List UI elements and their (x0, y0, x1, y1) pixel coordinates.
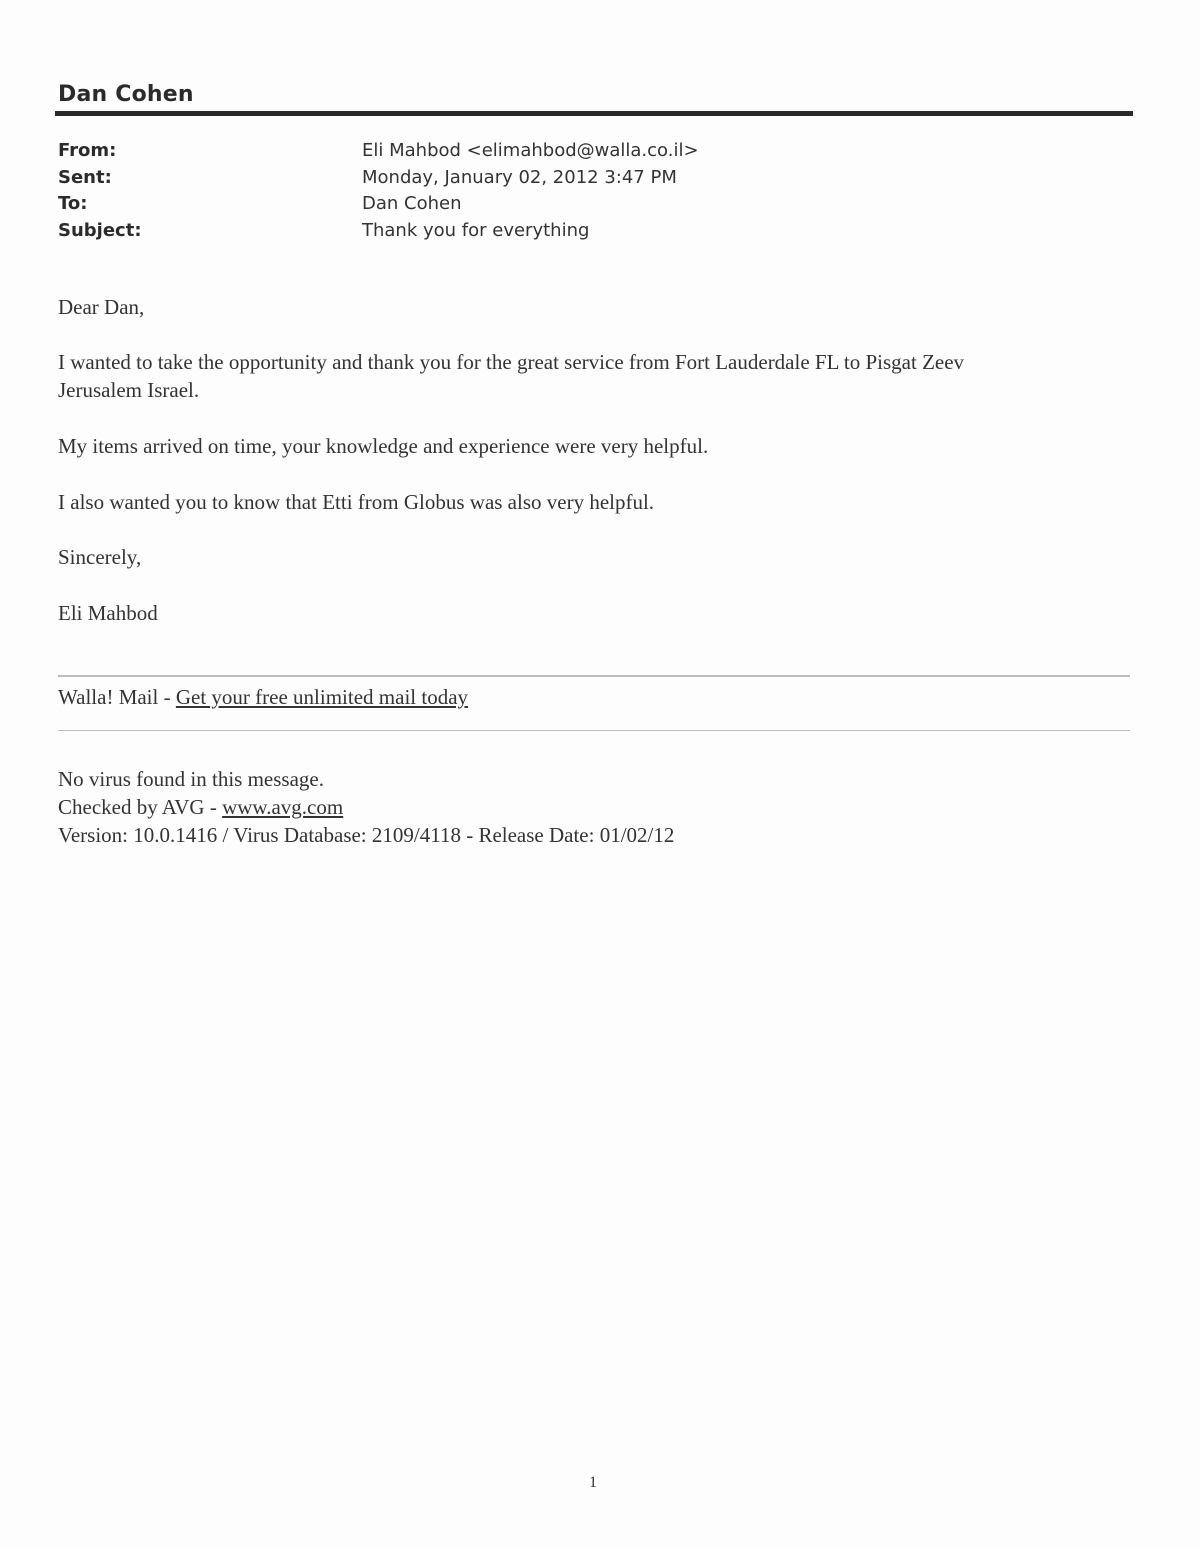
virus-database-version: Version: 10.0.1416 / Virus Database: 2109/4118 - Release Date: 01/02/12 (58, 823, 675, 847)
closing: Sincerely, (58, 545, 142, 569)
virus-checker-prefix: Checked by AVG - (58, 795, 223, 819)
paragraph-2: My items arrived on time, your knowledge and experience were very helpful. (58, 434, 709, 458)
paragraph-1-line-2: Jerusalem Israel. (58, 378, 200, 402)
from-value: Eli Mahbod <elimahbod@walla.co.il> (362, 140, 699, 161)
header-divider (55, 111, 1133, 116)
greeting: Dear Dan, (58, 295, 145, 319)
subject-label: Subject: (58, 219, 142, 241)
footer-divider-bottom (58, 730, 1130, 731)
avg-link[interactable]: www.avg.com (222, 795, 344, 819)
mailbox-owner-name: Dan Cohen (58, 82, 194, 107)
to-label: To: (58, 193, 88, 214)
walla-footer (58, 683, 468, 711)
footer-divider-top (58, 675, 1130, 677)
virus-checker-line (58, 793, 343, 821)
subject-value: Thank you for everything (362, 219, 590, 241)
walla-prefix: Walla! Mail - (58, 685, 176, 709)
virus-scan-status: No virus found in this message. (58, 767, 324, 791)
walla-signup-link[interactable]: Get your free unlimited mail today (175, 685, 469, 709)
from-label: From: (58, 140, 117, 161)
paragraph-1-line-1: I wanted to take the opportunity and thank you for the great service from Fort Lauderdale FL to Pisgat Zeev (58, 350, 965, 374)
sent-value: Monday, January 02, 2012 3:47 PM (362, 166, 677, 188)
sent-label: Sent: (58, 166, 112, 188)
signature: Eli Mahbod (58, 601, 158, 625)
to-value: Dan Cohen (362, 193, 462, 214)
page-number: 1 (589, 1474, 597, 1491)
paragraph-3: I also wanted you to know that Etti from Globus was also very helpful. (58, 490, 655, 514)
